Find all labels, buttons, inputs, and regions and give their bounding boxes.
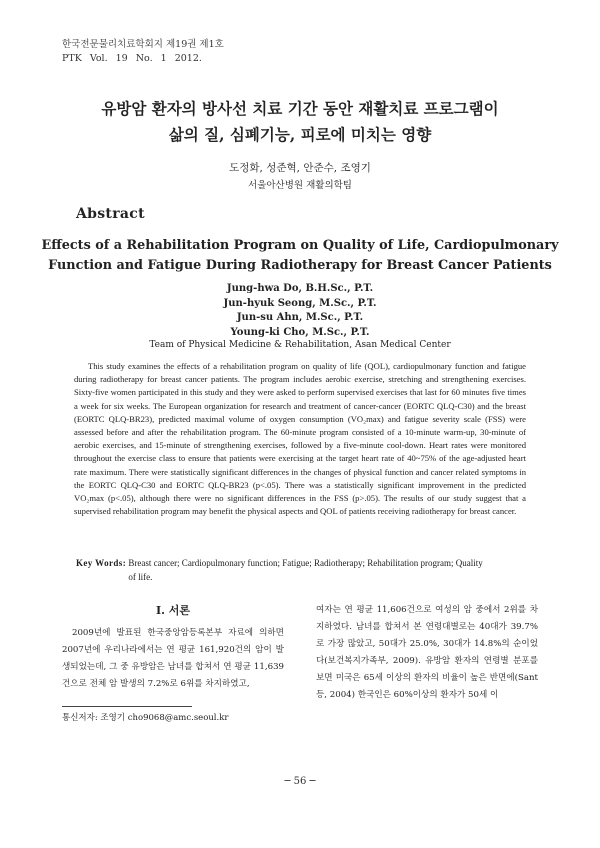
author-1: Jung-hwa Do, B.H.Sc., P.T. xyxy=(226,283,374,294)
keywords-text: Breast cancer; Cardiopulmonary function; Fatigue; Radiotherapy; Rehabilitation program; Quality of life. xyxy=(128,558,483,582)
english-title-line-2: Function and Fatigue During Radiotherapy for Breast Cancer Patients xyxy=(48,258,552,273)
body-column-right xyxy=(316,602,538,704)
english-authors xyxy=(0,282,600,340)
abstract-text: This study examines the effects of a rehabilitation program on quality of life (QOL), cardiopulmonary function and fatigue during radiotherapy for breast cancer patients. The program includes aerobic exercise, stretching and strengthening exercises. Sixty-five women participated in this study and they were asked to perform supervised exercises that last for 60 minutes five times a week for six weeks. The European organization for research and treatment of cancer-cancer (EORTC QLQ-C30) and the breast (EORTC QLQ-BR23), predicted maximal volume of oxygen consumption (VO₂max) and fatigue severity scale (FSS) were assessed before and after the rehabilitation program. The 60-minute program consisted of a 10-minute warm-up, 30-minute of aerobic exercises, and 15-minute of strengthening exercises, followed by a five-minute cool-down. Heart rates were monitored throughout the exercise class to ensure that patients were exercising at the target heart rate of 40~75% of the age-adjusted heart rate maximum. There were statistically significant differences in the changes of physical function and cancer related symptoms in the EORTC QLQ-C30 and EORTC QLQ-BR23 (p<.05). There was a statistically significant improvement in the predicted VO₂max (p<.05), although there were no significant differences in the FSS (p>.05). The results of our study suggest that a supervised rehabilitation program may benefit the physical aspects and QOL of patients receiving radiotherapy for breast cancer. xyxy=(74,361,526,517)
journal-citation: PTK Vol. 19 No. 1 2012. xyxy=(62,53,202,64)
corresponding-author-footnote: 통신저자: 조영기 cho9068@amc.seoul.kr xyxy=(62,713,229,723)
korean-title-line-2: 삶의 질, 심폐기능, 피로에 미치는 영향 xyxy=(168,125,432,144)
keywords xyxy=(76,557,528,584)
body-column-left xyxy=(62,602,284,693)
korean-title-line-1: 유방암 환자의 방사선 치료 기간 동안 재활치료 프로그램이 xyxy=(101,99,499,118)
intro-paragraph-left: 2009년에 발표된 한국중앙암등록본부 자료에 의하면 2007년에 우리나라에서는 연 평균 161,920건의 암이 발생되었는데, 그 중 유방암은 남녀를 합쳐서 연 평균 11,639건으로 전체 암 발생의 7.2%로 6위를 차지하였고, xyxy=(62,628,284,689)
author-3: Jun-su Ahn, M.Sc., P.T. xyxy=(236,312,364,323)
footnote-divider xyxy=(62,706,192,707)
abstract-heading: Abstract xyxy=(76,206,145,222)
page-number: ─ 56 ─ xyxy=(284,776,316,787)
keywords-label: Key Words: xyxy=(76,558,127,568)
journal-header xyxy=(62,38,224,66)
journal-name: 한국전문물리치료학회지 제19권 제1호 xyxy=(62,39,224,50)
korean-affiliation: 서울아산병원 재활의학팀 xyxy=(248,180,352,191)
english-title-line-1: Effects of a Rehabilitation Program on Quality of Life, Cardiopulmonary xyxy=(41,238,559,253)
section-heading-introduction: Ⅰ. 서론 xyxy=(155,604,191,617)
author-4: Young-ki Cho, M.Sc., P.T. xyxy=(230,326,370,338)
english-affiliation: Team of Physical Medicine & Rehabilitation, Asan Medical Center xyxy=(149,340,451,350)
intro-paragraph-right: 여자는 연 평균 11,606건으로 여성의 암 중에서 2위를 차지하였다. 남녀를 합쳐서 본 연령대별로는 40대가 39.7%로 가장 많았고, 50대가 25.0%, 30대가 14.8%의 순이었다(보건복지가족부, 2009). 유방암 환자의 연령별 분포를 보면 미국은 65세 이상의 환자의 비율이 높은 반면에(Sant 등, 2004) 한국인은 60%이상의 환자가 50세 이 xyxy=(316,605,538,700)
author-2: Jun-hyuk Seong, M.Sc., P.T. xyxy=(223,297,377,309)
korean-authors: 도정화, 성준혁, 안준수, 조영기 xyxy=(229,162,371,174)
korean-title xyxy=(0,96,600,148)
english-title xyxy=(40,236,560,276)
